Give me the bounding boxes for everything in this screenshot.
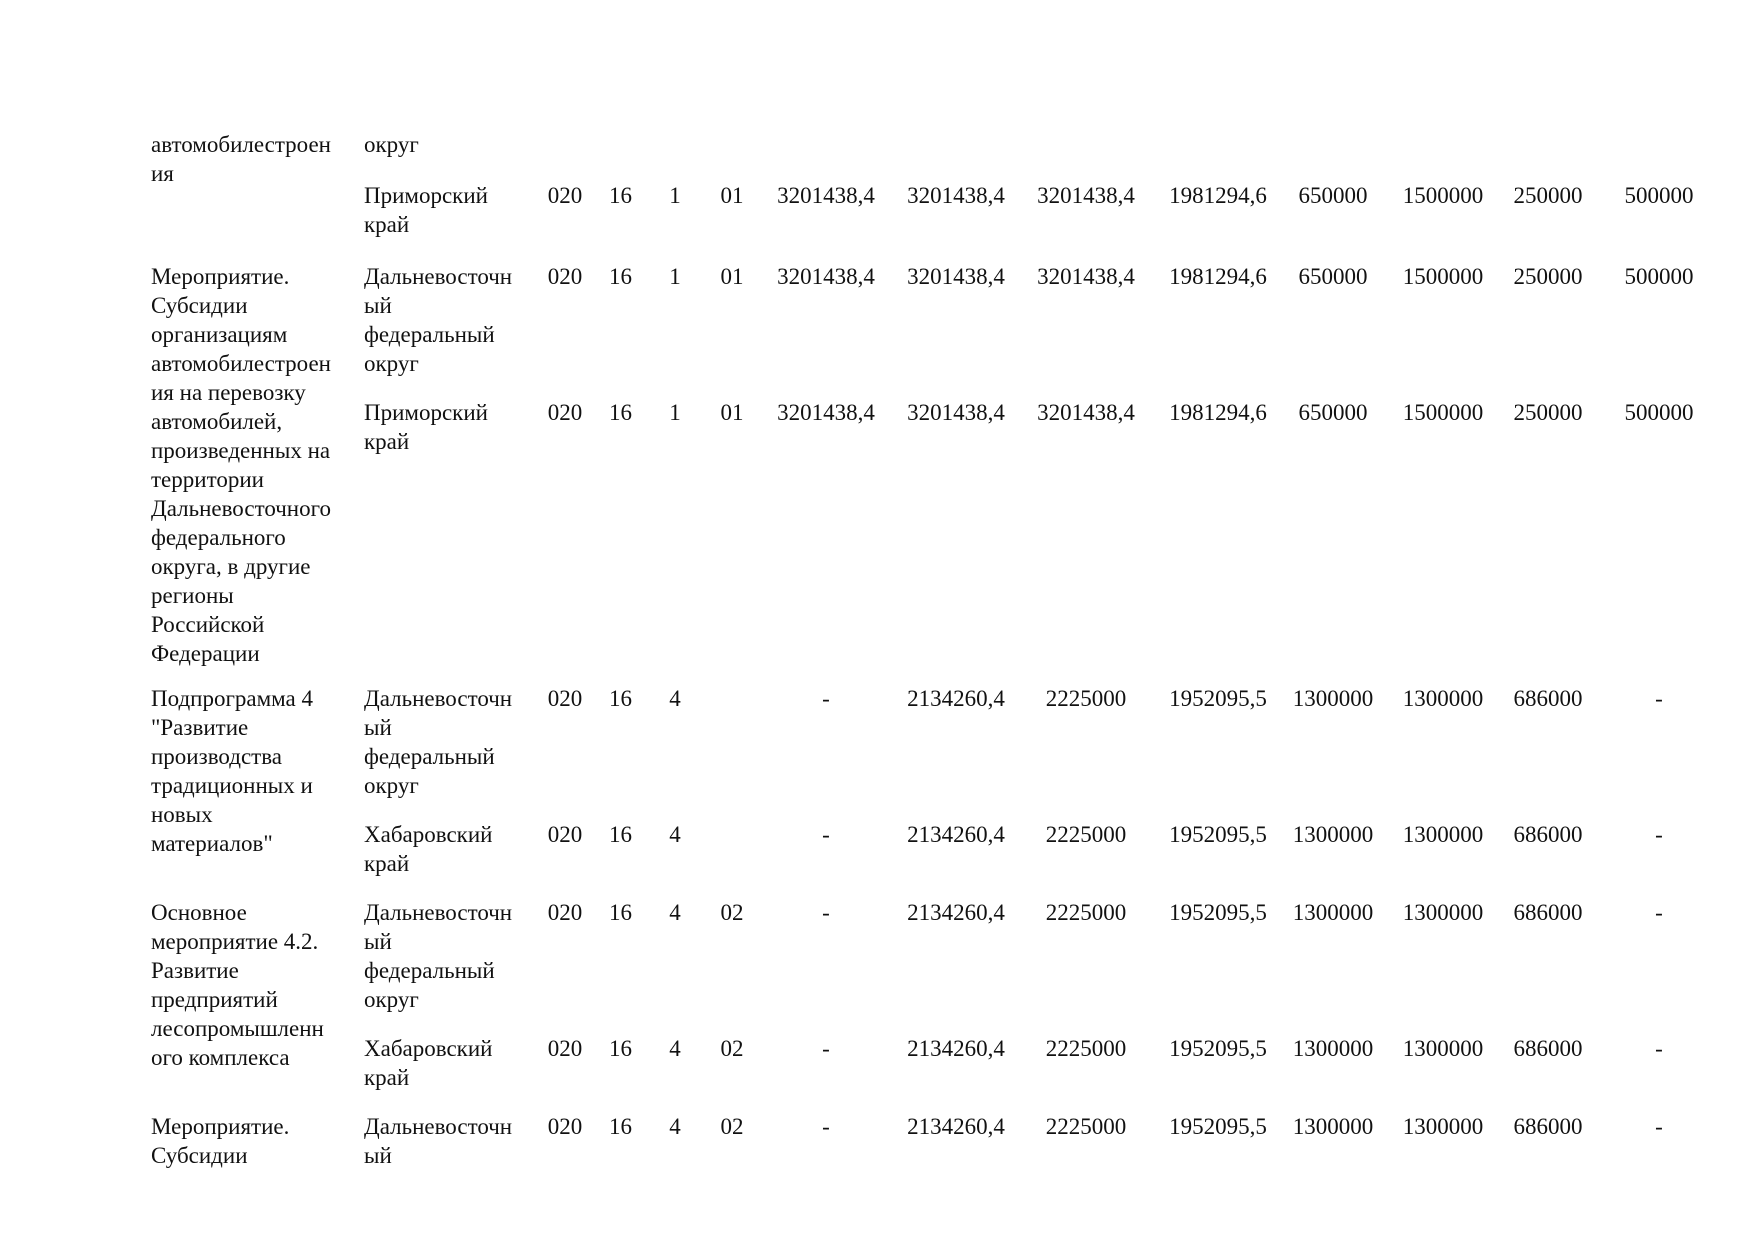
value-cell-5: 1300000 [1292, 900, 1374, 925]
value-cell-6: 1500000 [1402, 183, 1484, 208]
value-cell-3: 2225000 [1045, 900, 1127, 925]
gr-code-cell: 020 [547, 1036, 583, 1061]
value-cell-5: 1300000 [1292, 1036, 1374, 1061]
value-cell-3: 3201438,4 [1037, 264, 1135, 289]
program-code-cell: 1 [669, 183, 681, 208]
value-cell-1: - [822, 1036, 830, 1061]
measure-code-cell: 01 [720, 400, 744, 425]
rz-code-cell: 16 [609, 822, 632, 847]
value-cell-3: 2225000 [1045, 1036, 1127, 1061]
value-cell-4: 1981294,6 [1169, 183, 1267, 208]
item-name-cell: Мероприятие. Субсидии [151, 1114, 290, 1168]
program-code-cell: 4 [669, 900, 681, 925]
value-cell-3: 2225000 [1045, 686, 1127, 711]
rz-code-cell: 16 [609, 1114, 632, 1139]
program-code-cell: 1 [669, 264, 681, 289]
measure-code-cell: 02 [720, 1036, 744, 1061]
value-cell-8: - [1655, 900, 1663, 925]
value-cell-6: 1300000 [1402, 1114, 1484, 1139]
value-cell-8: - [1655, 1114, 1663, 1139]
gr-code-cell: 020 [547, 686, 583, 711]
value-cell-4: 1952095,5 [1169, 900, 1267, 925]
rz-code-cell: 16 [609, 686, 632, 711]
gr-code-cell: 020 [547, 264, 583, 289]
item-name-cell: автомобилестроен ия [151, 132, 331, 186]
value-cell-6: 1500000 [1402, 264, 1484, 289]
value-cell-4: 1952095,5 [1169, 686, 1267, 711]
region-cell: Хабаровский край [364, 822, 493, 876]
value-cell-5: 1300000 [1292, 1114, 1374, 1139]
value-cell-7: 686000 [1513, 900, 1583, 925]
value-cell-8: - [1655, 686, 1663, 711]
value-cell-8: - [1655, 822, 1663, 847]
value-cell-4: 1981294,6 [1169, 400, 1267, 425]
rz-code-cell: 16 [609, 900, 632, 925]
program-code-cell: 4 [669, 686, 681, 711]
rz-code-cell: 16 [609, 264, 632, 289]
gr-code-cell: 020 [547, 900, 583, 925]
region-cell: Дальневосточн ый федеральный округ [364, 686, 513, 798]
value-cell-8: 500000 [1624, 400, 1694, 425]
value-cell-5: 650000 [1298, 400, 1368, 425]
item-name-cell: Подпрограмма 4 "Развитие производства традиционных и новых материалов" [151, 686, 314, 856]
value-cell-8: 500000 [1624, 264, 1694, 289]
value-cell-2: 3201438,4 [907, 183, 1005, 208]
value-cell-2: 2134260,4 [907, 822, 1005, 847]
value-cell-3: 2225000 [1045, 1114, 1127, 1139]
value-cell-6: 1300000 [1402, 822, 1484, 847]
rz-code-cell: 16 [609, 183, 632, 208]
value-cell-7: 250000 [1513, 183, 1583, 208]
item-name-cell: Мероприятие. Субсидии организациям автомобилестроен ия на перевозку автомобилей, произведенных на территории Дальневосточного федерального округа, в другие регионы Российской Федерации [151, 264, 331, 666]
value-cell-4: 1952095,5 [1169, 822, 1267, 847]
value-cell-6: 1300000 [1402, 900, 1484, 925]
value-cell-6: 1300000 [1402, 1036, 1484, 1061]
value-cell-3: 3201438,4 [1037, 400, 1135, 425]
region-cell: Приморский край [364, 400, 488, 454]
value-cell-7: 250000 [1513, 264, 1583, 289]
program-code-cell: 1 [669, 400, 681, 425]
measure-code-cell: 01 [720, 264, 744, 289]
rz-code-cell: 16 [609, 1036, 632, 1061]
program-code-cell: 4 [669, 1114, 681, 1139]
value-cell-4: 1981294,6 [1169, 264, 1267, 289]
value-cell-3: 2225000 [1045, 822, 1127, 847]
value-cell-8: - [1655, 1036, 1663, 1061]
region-cell: Дальневосточн ый федеральный округ [364, 900, 513, 1012]
gr-code-cell: 020 [547, 183, 583, 208]
rz-code-cell: 16 [609, 400, 632, 425]
region-cell: Дальневосточн ый федеральный округ [364, 264, 513, 376]
region-cell: Дальневосточн ый [364, 1114, 513, 1168]
value-cell-2: 2134260,4 [907, 1036, 1005, 1061]
value-cell-1: - [822, 1114, 830, 1139]
value-cell-7: 686000 [1513, 822, 1583, 847]
value-cell-7: 250000 [1513, 400, 1583, 425]
value-cell-8: 500000 [1624, 183, 1694, 208]
program-code-cell: 4 [669, 822, 681, 847]
value-cell-1: 3201438,4 [777, 183, 875, 208]
value-cell-1: 3201438,4 [777, 264, 875, 289]
region-cell: Хабаровский край [364, 1036, 493, 1090]
region-cell: округ [364, 132, 419, 157]
gr-code-cell: 020 [547, 822, 583, 847]
value-cell-7: 686000 [1513, 1036, 1583, 1061]
value-cell-5: 650000 [1298, 183, 1368, 208]
value-cell-4: 1952095,5 [1169, 1036, 1267, 1061]
item-name-cell: Основное мероприятие 4.2. Развитие предприятий лесопромышленн ого комплекса [151, 900, 324, 1070]
measure-code-cell: 02 [720, 1114, 744, 1139]
value-cell-1: - [822, 686, 830, 711]
value-cell-6: 1500000 [1402, 400, 1484, 425]
value-cell-5: 650000 [1298, 264, 1368, 289]
value-cell-1: - [822, 822, 830, 847]
value-cell-2: 2134260,4 [907, 1114, 1005, 1139]
value-cell-4: 1952095,5 [1169, 1114, 1267, 1139]
value-cell-5: 1300000 [1292, 822, 1374, 847]
value-cell-3: 3201438,4 [1037, 183, 1135, 208]
value-cell-7: 686000 [1513, 686, 1583, 711]
measure-code-cell: 01 [720, 183, 744, 208]
region-cell: Приморский край [364, 183, 488, 237]
program-code-cell: 4 [669, 1036, 681, 1061]
measure-code-cell: 02 [720, 900, 744, 925]
value-cell-1: - [822, 900, 830, 925]
value-cell-7: 686000 [1513, 1114, 1583, 1139]
value-cell-5: 1300000 [1292, 686, 1374, 711]
value-cell-6: 1300000 [1402, 686, 1484, 711]
value-cell-2: 3201438,4 [907, 264, 1005, 289]
value-cell-2: 3201438,4 [907, 400, 1005, 425]
value-cell-2: 2134260,4 [907, 900, 1005, 925]
gr-code-cell: 020 [547, 400, 583, 425]
value-cell-1: 3201438,4 [777, 400, 875, 425]
value-cell-2: 2134260,4 [907, 686, 1005, 711]
gr-code-cell: 020 [547, 1114, 583, 1139]
